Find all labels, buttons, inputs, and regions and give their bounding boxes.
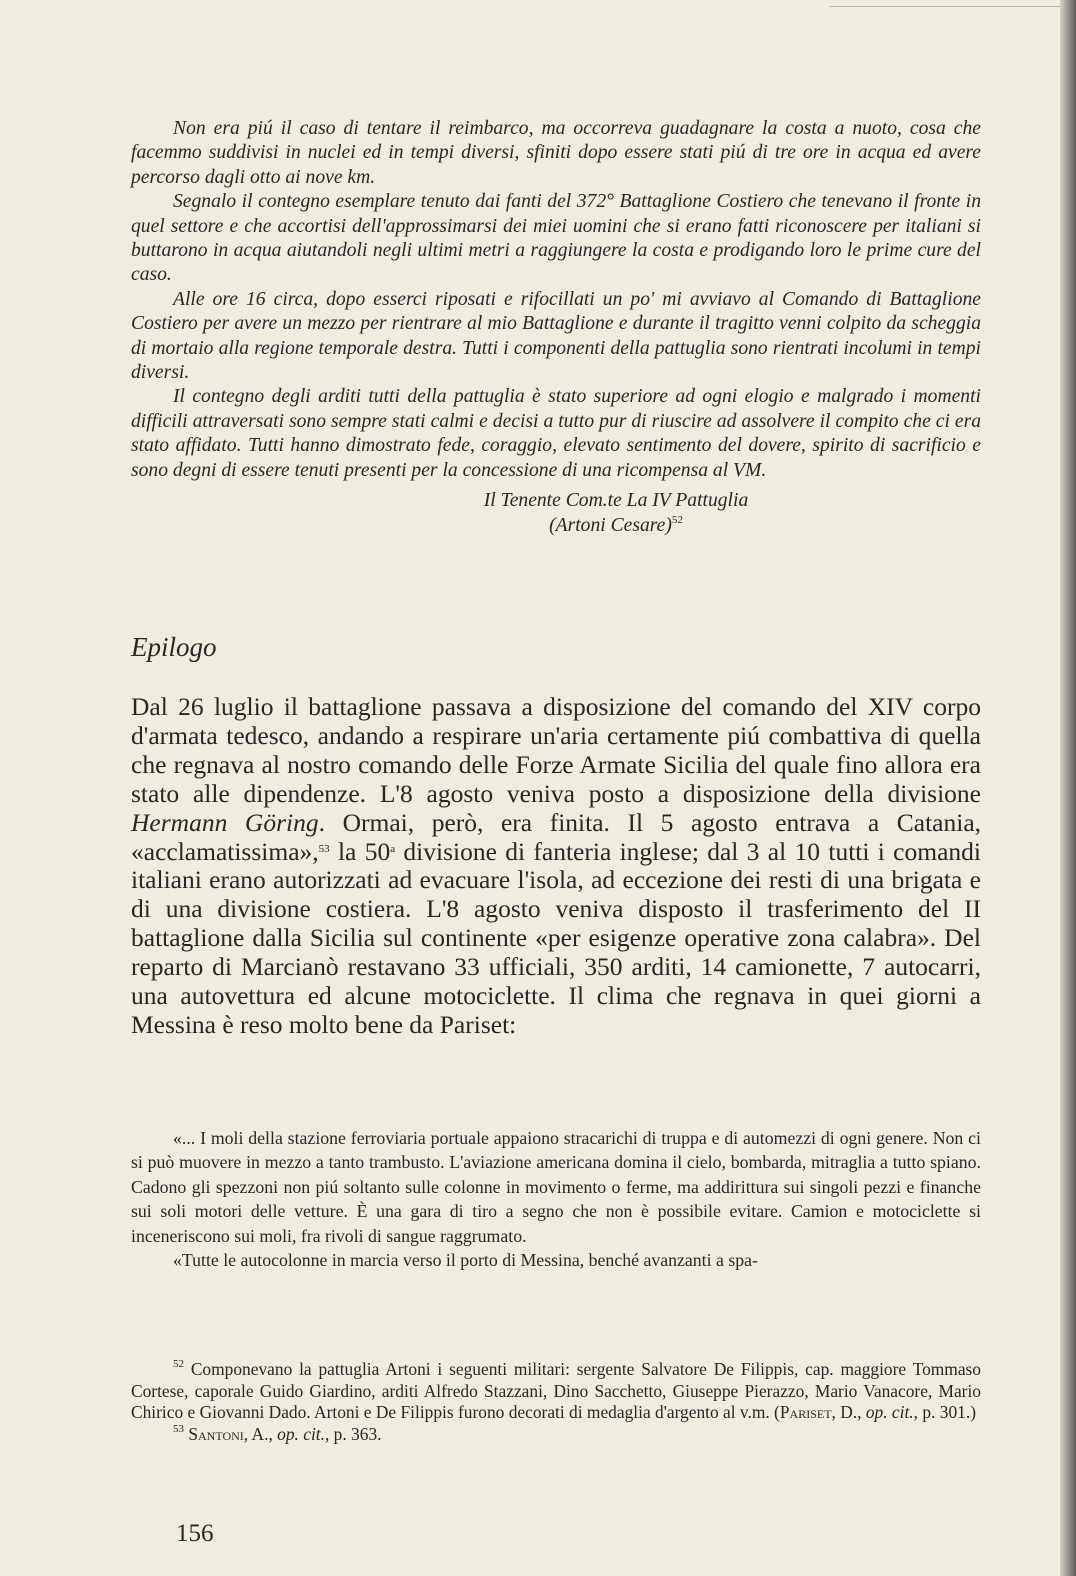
top-rule bbox=[830, 6, 1060, 7]
signature bbox=[251, 489, 981, 538]
footnote-52: $^{52}$ Componevano la pattuglia Artoni i seguenti militari: sergente Salvatore De Filippis, cap. maggiore Tommaso Cortese, caporale Guido Giardino, arditi Alfredo Stazzani, Dino Sacchetto, Giuseppe Pierazzo, Mario Vanacore, Mario Chirico e Giovanni Dado. Artoni e De Filippis furono decorati di medaglia d'argento al v.m. (Pariset, D., op. cit., p. 301.) bbox=[131, 1358, 981, 1423]
report-paragraph-4: Il contegno degli arditi tutti della pattuglia è stato superiore ad ogni elogio e malgrado i momenti difficili attraversati sono sempre stati calmi e decisi a tutto pur di riuscire ad assolvere il compito che ci era stato affidato. Tutti hanno dimostrato fede, coraggio, elevato sentimento del dovere, spirito di sacrificio e sono degni di essere tenuti presenti per la concessione di una ricompensa al VM. bbox=[131, 386, 981, 481]
epilogue-paragraph: Dal 26 luglio il battaglione passava a disposizione del comando del XIV corpo d'armata tedesco, andando a respirare un'aria certamente piú combattiva di quella che regnava al nostro comando delle Forze Armate Sicilia del quale fino allora era stato alle dipendenze. L'8 agosto veniva posto a disposizione della divisione Hermann Göring. Ormai, però, era finita. Il 5 agosto entrava a Catania, «acclamatissima»,$^{53}$ la 50$^a$ divisione di fanteria inglese; dal 3 al 10 tutti i comandi italiani erano autorizzati ad evacuare l'isola, ad eccezione dei resti di una brigata e di una divisione costiera. L'8 agosto veniva disposto il trasferimento del II battaglione dalla Sicilia sul continente «per esigenze operative zona calabra». Del reparto di Marcianò restavano 33 ufficiali, 350 arditi, 14 camionette, 7 autocarri, una autovettura ed alcune motociclette. Il clima che regnava in quei giorni a Messina è reso molto bene da Pariset: bbox=[131, 692, 982, 1039]
report-paragraph-1: Non era piú il caso di tentare il reimbarco, ma occorreva guadagnare la costa a nuoto, cosa che facemmo suddivisi in nuclei ed in tempi diversi, sfiniti dopo essere stati piú di tre ore in acqua ed avere percorso dagli otto ai nove km. bbox=[131, 118, 981, 188]
quote-paragraph-2: «Tutte le autocolonne in marcia verso il porto di Messina, benché avanzanti a spa- bbox=[173, 1250, 758, 1271]
section-heading: Epilogo bbox=[131, 632, 217, 662]
page-edge-shadow bbox=[1060, 0, 1076, 1576]
signature-name: (Artoni Cesare)$^{52}$ bbox=[549, 513, 683, 536]
footnote-ref-53: 53 bbox=[318, 842, 330, 855]
epilogue-body bbox=[131, 693, 981, 1040]
report-paragraph-2: Segnalo il contegno esemplare tenuto dai fanti del 372° Battaglione Costiero che tenevano il fronte in quel settore e che accortisi dell'approssimarsi dei miei uomini che si erano fatti riconoscere per italiani si buttarono in acqua aiutandoli negli ultimi metri a raggiungere la costa e prodigando loro le prime cure del caso. bbox=[131, 191, 981, 286]
block-quote bbox=[131, 1126, 981, 1272]
report-text bbox=[131, 117, 981, 538]
footnote-ref-52: 52 bbox=[671, 513, 683, 526]
report-paragraph-3: Alle ore 16 circa, dopo esserci riposati e rifocillati un po' mi avviavo al Comando di Battaglione Costiero per avere un mezzo per rientrare al mio Battaglione e durante il tragitto venni colpito da scheggia di mortaio alla regione temporale destra. Tutti i componenti della pattuglia sono rientrati incolumi in tempi diversi. bbox=[131, 288, 981, 384]
signature-title: Il Tenente Com.te La IV Pattuglia bbox=[483, 490, 749, 512]
footnotes bbox=[131, 1359, 981, 1445]
quote-paragraph-1: «... I moli della stazione ferroviaria portuale appaiono stracarichi di truppa e di automezzi di ogni genere. Non ci si può muovere in mezzo a tanto trambusto. L'aviazione americana domina il cielo, bombarda, mitraglia a tutto spiano. Cadono gli spezzoni non piú soltanto sulle colonne in movimento o ferme, ma addirittura sui singoli pezzi e finanche sui soli motori delle vetture. È una gara di tiro a segno che non è possibile evitare. Camion e motociclette si inceneriscono sui moli, fra rivoli di sangue raggrumato. bbox=[131, 1128, 981, 1246]
footnote-53: $^{53}$ Santoni, A., op. cit., p. 363. bbox=[173, 1422, 382, 1444]
page-number: 156 bbox=[176, 1520, 214, 1547]
